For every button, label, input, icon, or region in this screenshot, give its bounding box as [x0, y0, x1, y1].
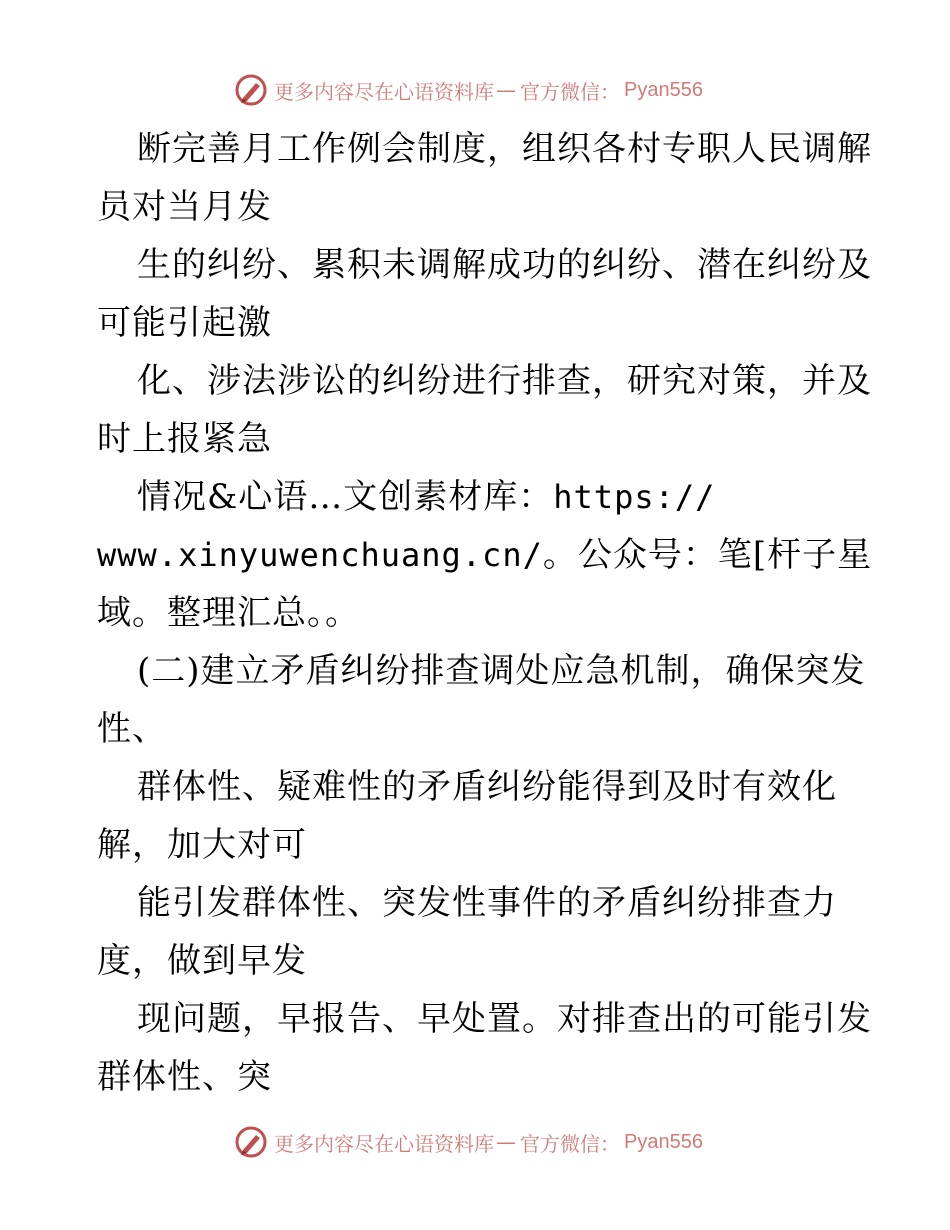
url-segment: https://: [553, 478, 716, 516]
text-line: (二)建立矛盾纠纷排查调处应急机制，确保突发: [137, 651, 866, 691]
watermark-id: Pyan556: [624, 1130, 703, 1153]
text-segment: 情况&心语…文创素材库：: [137, 477, 554, 517]
url-segment: www.xinyuwenchuang.cn/: [97, 536, 543, 574]
text-line: 群体性、疑难性的矛盾纠纷能得到及时有效化: [137, 767, 837, 807]
text-line: 性、: [97, 709, 167, 749]
watermark-site-text: 更多内容尽在心语资料库: [274, 79, 494, 104]
pen-logo-icon: [234, 73, 268, 107]
text-line: 度，做到早发: [97, 941, 307, 981]
text-line: 断完善月工作例会制度，组织各村专职人民调解: [137, 129, 872, 169]
text-line: 生的纠纷、累积未调解成功的纠纷、潜在纠纷及: [137, 245, 872, 285]
watermark-site-text: 更多内容尽在心语资料库: [274, 1131, 494, 1156]
footer-watermark: [234, 1122, 703, 1162]
text-line-with-link: [97, 526, 873, 584]
text-line: 现问题，早报告、早处置。对排查出的可能引发: [137, 999, 872, 1039]
text-line: 化、涉法涉讼的纠纷进行排查，研究对策，并及: [137, 361, 872, 401]
pen-logo-icon: [234, 1125, 268, 1159]
text-line: 员对当月发: [97, 187, 272, 227]
text-line: 解，加大对可: [97, 825, 307, 865]
watermark-id: Pyan556: [624, 78, 703, 101]
watermark-dash: —: [496, 78, 516, 102]
text-segment: 。公众号：笔[杆子星: [542, 535, 873, 575]
text-line: 可能引起激: [97, 303, 272, 343]
watermark-label: 官方微信：: [520, 1131, 620, 1156]
watermark-dash: —: [496, 1130, 516, 1154]
header-watermark: [234, 70, 703, 110]
text-line: 时上报紧急: [97, 419, 272, 459]
text-line: 域。整理汇总。。: [97, 593, 360, 633]
text-line-with-link: [97, 468, 867, 526]
document-body: [97, 120, 873, 1106]
text-line: 群体性、突: [97, 1057, 272, 1097]
text-line: 能引发群体性、突发性事件的矛盾纠纷排查力: [137, 883, 837, 923]
watermark-label: 官方微信：: [520, 79, 620, 104]
